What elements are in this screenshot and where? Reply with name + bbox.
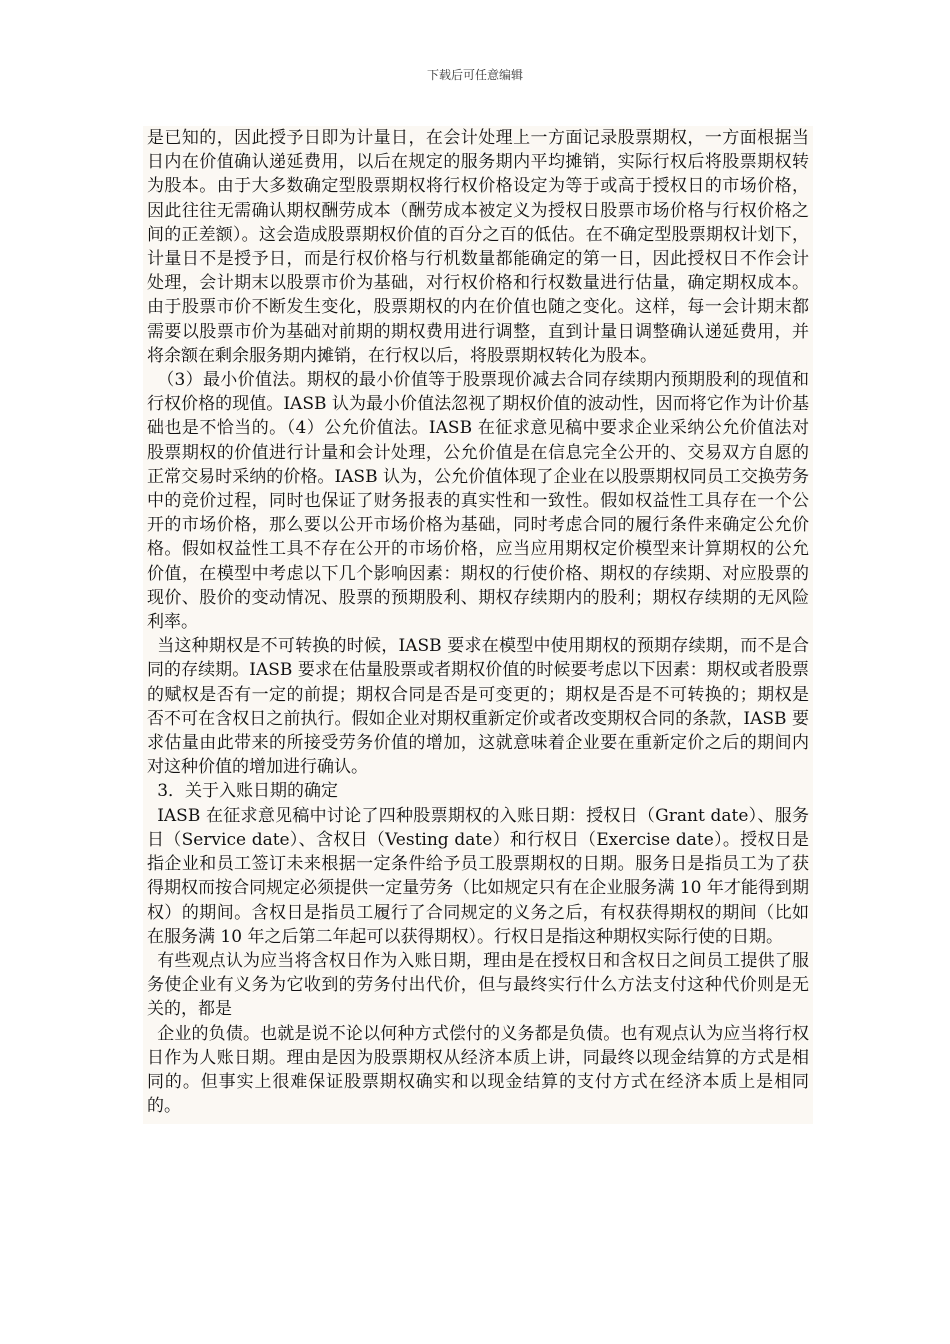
paragraph-vesting-date-view: 有些观点认为应当将含权日作为入账日期，理由是在授权日和含权日之间员工提供了服务使企业有义务为它收到的劳务付出代价，但与最终实行什么方法支付这种代价则是无关的，都是 <box>147 950 809 1020</box>
paragraph-non-transferable-options: 当这种期权是不可转换的时候，IASB 要求在模型中使用期权的预期存续期，而不是合同的存续期。IASB 要求在估量股票或者期权价值的时候要考虑以下因素：期权或者股票的赋权是否有一定的前提；期权合同是否是可变更的；期权是否是不可转换的；期权是否不可在含权日之前执行。假如企业对期权重新定价或者改变期权合同的条款，IASB 要求估量由此带来的所接受劳务价值的增加，这就意味着企业要在重新定价之后的期间内对这种价值的增加进行确认。 <box>147 636 809 778</box>
paragraph-stock-option-measurement: 是已知的，因此授予日即为计量日，在会计处理上一方面记录股票期权，一方面根据当日内在价值确认递延费用，以后在规定的服务期内平均摊销，实际行权后将股票期权转为股本。由于大多数确定型股票期权将行权价格设定为等于或高于授权日的市场价格，因此往往无需确认期权酬劳成本（酬劳成本被定义为授权日股票市场价格与行权价格之间的正差额）。这会造成股票期权价值的百分之百的低估。在不确定型股票期权计划下，计量日不是授予日，而是行权价格与行机数量都能确定的第一日，因此授权日不作会计处理，会计期末以股票市价为基础，对行权价格和行权数量进行估量，确定期权成本。由于股票市价不断发生变化，股票期权的内在价值也随之变化。这样，每一会计期末都需要以股票市价为基础对前期的期权费用进行调整，直到计量日调整确认递延费用，并将余额在剩余服务期内摊销，在行权以后，将股票期权转化为股本。 <box>147 128 809 366</box>
document-body <box>143 126 813 1124</box>
page-header: 下载后可任意编辑 <box>426 68 523 82</box>
paragraph-liability-view: 企业的负债。也就是说不论以何种方式偿付的义务都是负债。也有观点认为应当将行权日作为人账日期。理由是因为股票期权从经济本质上讲，同最终以现金结算的方式是相同的。但事实上很难保证股票期权确实和以现金结算的支付方式在经济本质上是相同的。 <box>147 1023 809 1117</box>
paragraph-four-recording-dates: IASB 在征求意见稿中讨论了四种股票期权的入账日期：授权日（Grant date）、服务日（Service date）、含权日（Vesting date）和行权日（Exercise date）。授权日是指企业和员工签订未来根据一定条件给予员工股票期权的日期。服务日是指员工为了获得期权而按合同规定必须提供一定量劳务（比如规定只有在企业服务满 10 年才能得到期权）的期间。含权日是指员工履行了合同规定的义务之后，有权获得期权的期间（比如在服务满 10 年之后第二年起可以获得期权）。行权日是指这种期权实际行使的日期。 <box>147 805 809 947</box>
paragraph-valuation-methods: （3）最小价值法。期权的最小价值等于股票现价减去合同存续期内预期股利的现值和行权价格的现值。IASB 认为最小价值法忽视了期权价值的波动性，因而将它作为计价基础也是不恰当的。（4）公允价值法。IASB 在征求意见稿中要求企业采纳公允价值法对股票期权的价值进行计量和会计处理，公允价值是在信息完全公开的、交易双方自愿的正常交易时采纳的价格。IASB 认为，公允价值体现了企业在以股票期权同员工交换劳务中的竞价过程，同时也保证了财务报表的真实性和一致性。假如权益性工具存在一个公开的市场价格，那么要以公开市场价格为基础，同时考虑合同的履行条件来确定公允价格。假如权益性工具不存在公开的市场价格，应当应用期权定价模型来计算期权的公允价值，在模型中考虑以下几个影响因素：期权的行使价格、期权的存续期、对应股票的现价、股价的变动情况、股票的预期股利、期权存续期内的股利；期权存续期的无风险利率。 <box>147 370 809 633</box>
section-heading-recording-date: 3．关于入账日期的确定 <box>157 781 339 802</box>
